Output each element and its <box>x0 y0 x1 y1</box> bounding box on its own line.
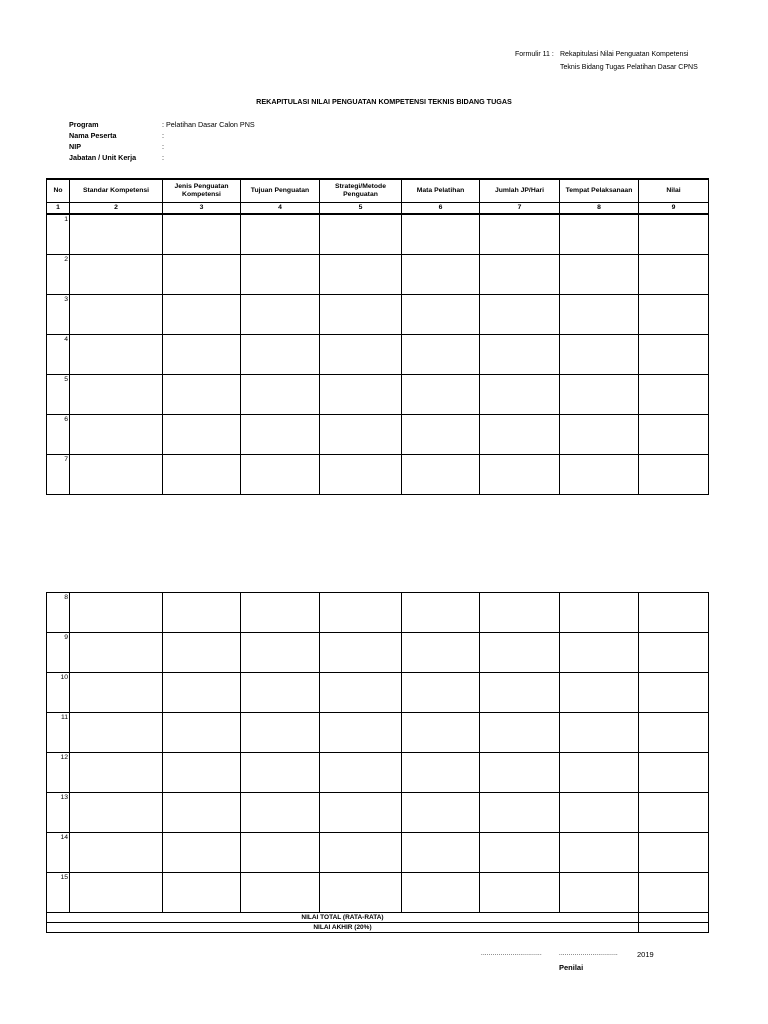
column-number-row <box>47 203 709 215</box>
table-cell[interactable] <box>480 753 560 793</box>
table-cell[interactable] <box>480 793 560 833</box>
assessment-table-part2 <box>46 592 709 933</box>
table-cell[interactable] <box>560 295 639 335</box>
table-row <box>47 673 709 713</box>
table-cell[interactable] <box>70 295 163 335</box>
form-description-line1: Rekapitulasi Nilai Penguatan Kompetensi <box>560 51 689 58</box>
table-cell[interactable] <box>70 633 163 673</box>
table-cell[interactable] <box>163 335 241 375</box>
row-number: 8 <box>47 593 70 633</box>
row-number: 9 <box>47 633 70 673</box>
table-cell[interactable] <box>70 833 163 873</box>
table-cell[interactable] <box>320 793 402 833</box>
table-row <box>47 375 709 415</box>
table-cell[interactable] <box>480 415 560 455</box>
table-cell[interactable] <box>320 415 402 455</box>
table-body-part2 <box>47 593 709 913</box>
table-cell[interactable] <box>320 633 402 673</box>
row-number: 7 <box>47 455 70 495</box>
table-cell[interactable] <box>639 375 709 415</box>
info-label: NIP <box>69 142 81 151</box>
table-cell[interactable] <box>639 713 709 753</box>
table-cell[interactable] <box>163 255 241 295</box>
table-header-row <box>47 179 709 203</box>
table-cell[interactable] <box>402 633 480 673</box>
final-value-cell[interactable] <box>639 923 709 933</box>
table-cell[interactable] <box>70 214 163 255</box>
table-cell[interactable] <box>320 833 402 873</box>
table-cell[interactable] <box>241 713 320 753</box>
table-cell[interactable] <box>480 335 560 375</box>
row-number: 4 <box>47 335 70 375</box>
table-cell[interactable] <box>163 793 241 833</box>
table-cell[interactable] <box>402 335 480 375</box>
table-cell[interactable] <box>560 593 639 633</box>
info-value: : <box>162 142 164 151</box>
table-cell[interactable] <box>639 295 709 335</box>
table-row <box>47 793 709 833</box>
total-value-cell[interactable] <box>639 913 709 923</box>
info-value: : <box>162 153 164 162</box>
table-cell[interactable] <box>320 673 402 713</box>
table-cell[interactable] <box>163 713 241 753</box>
table-cell[interactable] <box>241 375 320 415</box>
table-cell[interactable] <box>163 593 241 633</box>
row-number: 3 <box>47 295 70 335</box>
table-cell[interactable] <box>639 214 709 255</box>
table-row <box>47 833 709 873</box>
table-cell[interactable] <box>163 873 241 913</box>
table-cell[interactable] <box>639 673 709 713</box>
table-cell[interactable] <box>560 673 639 713</box>
row-number: 10 <box>47 673 70 713</box>
table-cell[interactable] <box>241 295 320 335</box>
form-label: Formulir 11 : <box>515 51 554 58</box>
row-number: 5 <box>47 375 70 415</box>
row-number: 15 <box>47 873 70 913</box>
column-header: Nilai <box>639 179 709 203</box>
column-header: No <box>47 179 70 203</box>
table-cell[interactable] <box>480 214 560 255</box>
table-body-part1 <box>47 214 709 495</box>
table-row <box>47 214 709 255</box>
table-cell[interactable] <box>402 713 480 753</box>
table-row <box>47 455 709 495</box>
table-cell[interactable] <box>560 375 639 415</box>
table-row <box>47 295 709 335</box>
table-cell[interactable] <box>320 255 402 295</box>
table-cell[interactable] <box>402 415 480 455</box>
table-cell[interactable] <box>560 415 639 455</box>
table-cell[interactable] <box>560 214 639 255</box>
table-cell[interactable] <box>560 833 639 873</box>
table-cell[interactable] <box>560 633 639 673</box>
table-row <box>47 713 709 753</box>
row-number: 6 <box>47 415 70 455</box>
table-cell[interactable] <box>70 673 163 713</box>
table-cell[interactable] <box>639 873 709 913</box>
table-cell[interactable] <box>241 793 320 833</box>
table-cell[interactable] <box>163 633 241 673</box>
table-cell[interactable] <box>480 455 560 495</box>
table-cell[interactable] <box>320 295 402 335</box>
table-cell[interactable] <box>402 255 480 295</box>
table-cell[interactable] <box>241 753 320 793</box>
info-label: Jabatan / Unit Kerja <box>69 153 137 162</box>
total-label: NILAI TOTAL (RATA-RATA) <box>47 913 639 923</box>
table-cell[interactable] <box>320 753 402 793</box>
document-title: REKAPITULASI NILAI PENGUATAN KOMPETENSI TEKNIS BIDANG TUGAS <box>256 97 512 106</box>
table-cell[interactable] <box>402 214 480 255</box>
table-cell[interactable] <box>70 873 163 913</box>
table-cell[interactable] <box>560 793 639 833</box>
table-cell[interactable] <box>320 713 402 753</box>
row-number: 1 <box>47 214 70 255</box>
table-cell[interactable] <box>163 833 241 873</box>
table-cell[interactable] <box>163 375 241 415</box>
table-cell[interactable] <box>402 593 480 633</box>
table-row <box>47 593 709 633</box>
table-cell[interactable] <box>320 375 402 415</box>
table-cell[interactable] <box>480 255 560 295</box>
table-cell[interactable] <box>241 873 320 913</box>
final-label: NILAI AKHIR (20%) <box>47 923 639 933</box>
table-cell[interactable] <box>480 633 560 673</box>
table-cell[interactable] <box>70 713 163 753</box>
row-number: 14 <box>47 833 70 873</box>
table-cell[interactable] <box>402 295 480 335</box>
table-cell[interactable] <box>402 833 480 873</box>
column-number: 3 <box>163 203 241 215</box>
table-cell[interactable] <box>70 793 163 833</box>
table-cell[interactable] <box>639 593 709 633</box>
signature-year: 2019 <box>637 950 654 959</box>
table-cell[interactable] <box>560 713 639 753</box>
total-row <box>47 913 709 923</box>
row-number: 13 <box>47 793 70 833</box>
table-row <box>47 873 709 913</box>
table-cell[interactable] <box>163 295 241 335</box>
table-row <box>47 753 709 793</box>
table-cell[interactable] <box>639 455 709 495</box>
table-cell[interactable] <box>241 415 320 455</box>
table-cell[interactable] <box>639 753 709 793</box>
column-header: Jumlah JP/Hari <box>480 179 560 203</box>
table-cell[interactable] <box>163 673 241 713</box>
table-cell[interactable] <box>241 633 320 673</box>
table-cell[interactable] <box>480 833 560 873</box>
column-header: Strategi/Metode Penguatan <box>320 179 402 203</box>
column-header: Jenis Penguatan Kompetensi <box>163 179 241 203</box>
table-cell[interactable] <box>560 753 639 793</box>
table-cell[interactable] <box>402 375 480 415</box>
info-value: : Pelatihan Dasar Calon PNS <box>162 120 255 129</box>
table-cell[interactable] <box>241 214 320 255</box>
table-row <box>47 415 709 455</box>
info-label: Program <box>69 120 99 129</box>
table-cell[interactable] <box>402 873 480 913</box>
table-cell[interactable] <box>241 673 320 713</box>
table-cell[interactable] <box>70 455 163 495</box>
table-cell[interactable] <box>320 214 402 255</box>
table-cell[interactable] <box>241 335 320 375</box>
table-cell[interactable] <box>639 415 709 455</box>
table-cell[interactable] <box>241 255 320 295</box>
column-header: Tempat Pelaksanaan <box>560 179 639 203</box>
column-header: Tujuan Penguatan <box>241 179 320 203</box>
column-number: 7 <box>480 203 560 215</box>
table-cell[interactable] <box>241 593 320 633</box>
table-row <box>47 633 709 673</box>
table-cell[interactable] <box>560 873 639 913</box>
table-cell[interactable] <box>560 335 639 375</box>
info-value: : <box>162 131 164 140</box>
column-header: Mata Pelatihan <box>402 179 480 203</box>
table-cell[interactable] <box>560 455 639 495</box>
table-cell[interactable] <box>70 375 163 415</box>
table-cell[interactable] <box>402 793 480 833</box>
row-number: 12 <box>47 753 70 793</box>
table-cell[interactable] <box>70 335 163 375</box>
table-cell[interactable] <box>70 415 163 455</box>
row-number: 2 <box>47 255 70 295</box>
table-cell[interactable] <box>70 753 163 793</box>
table-cell[interactable] <box>320 455 402 495</box>
table-cell[interactable] <box>639 833 709 873</box>
date-dots: .............................. <box>559 951 619 957</box>
table-cell[interactable] <box>163 214 241 255</box>
row-number: 11 <box>47 713 70 753</box>
table-cell[interactable] <box>70 255 163 295</box>
table-cell[interactable] <box>163 415 241 455</box>
column-number: 9 <box>639 203 709 215</box>
assessment-table-part1 <box>46 178 709 495</box>
column-number: 8 <box>560 203 639 215</box>
table-cell[interactable] <box>480 873 560 913</box>
table-cell[interactable] <box>402 753 480 793</box>
column-header: Standar Kompetensi <box>70 179 163 203</box>
table-cell[interactable] <box>480 713 560 753</box>
signature-role: Penilai <box>559 963 584 972</box>
table-cell[interactable] <box>480 673 560 713</box>
column-number: 5 <box>320 203 402 215</box>
table-row <box>47 255 709 295</box>
table-cell[interactable] <box>402 455 480 495</box>
table-cell[interactable] <box>320 873 402 913</box>
table-cell[interactable] <box>480 375 560 415</box>
table-cell[interactable] <box>480 593 560 633</box>
table-cell[interactable] <box>560 255 639 295</box>
table-row <box>47 335 709 375</box>
table-cell[interactable] <box>241 833 320 873</box>
final-row <box>47 923 709 933</box>
table-cell[interactable] <box>639 793 709 833</box>
table-cell[interactable] <box>639 255 709 295</box>
column-number: 1 <box>47 203 70 215</box>
table-cell[interactable] <box>402 673 480 713</box>
info-label: Nama Peserta <box>69 131 117 140</box>
table-cell[interactable] <box>639 633 709 673</box>
place-dots: ............................... <box>481 951 542 957</box>
column-number: 4 <box>241 203 320 215</box>
column-number: 6 <box>402 203 480 215</box>
table-cell[interactable] <box>163 753 241 793</box>
table-cell[interactable] <box>320 335 402 375</box>
form-description-line2: Teknis Bidang Tugas Pelatihan Dasar CPNS <box>560 64 698 71</box>
table-cell[interactable] <box>639 335 709 375</box>
table-cell[interactable] <box>163 455 241 495</box>
table-cell[interactable] <box>320 593 402 633</box>
table-cell[interactable] <box>241 455 320 495</box>
table-cell[interactable] <box>70 593 163 633</box>
table-cell[interactable] <box>480 295 560 335</box>
column-number: 2 <box>70 203 163 215</box>
